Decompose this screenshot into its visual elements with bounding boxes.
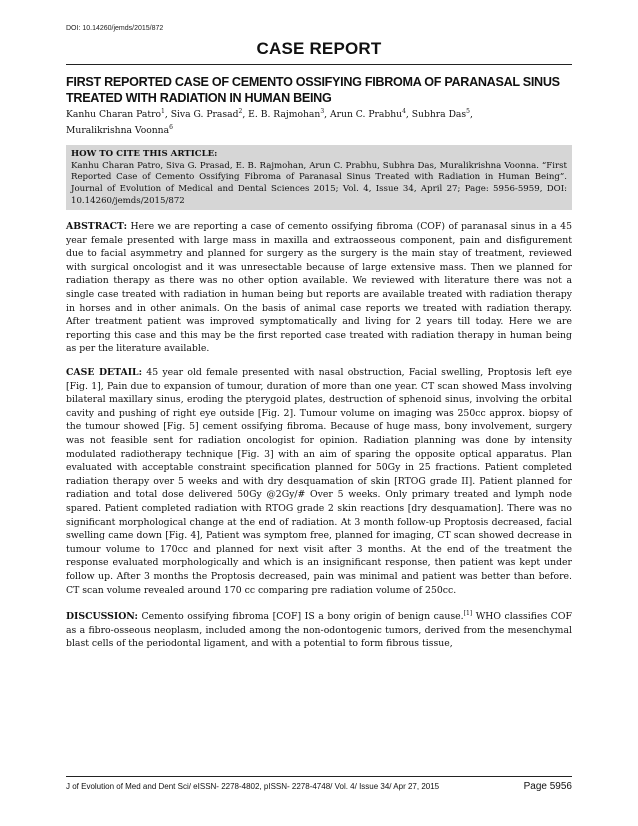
author-name: Muralikrishna Voonna <box>66 124 170 136</box>
page-footer <box>66 781 572 792</box>
author-name: E. B. Rajmohan <box>248 109 321 121</box>
abstract-paragraph <box>66 220 572 356</box>
author-affil: 5 <box>466 108 470 115</box>
article-title: FIRST REPORTED CASE OF CEMENTO OSSIFYING FIBROMA OF PARANASAL SINUS TREATED WITH RADIATION IN HUMAN BEING <box>66 75 560 105</box>
page-number: Page 5956 <box>523 781 572 792</box>
author-name: Arun C. Prabhu <box>330 109 403 121</box>
discussion-text: Cemento ossifying fibroma [COF] IS a bony origin of benign cause. <box>137 611 464 623</box>
abstract-text: Here we are reporting a case of cemento ossifying fibroma (COF) of paranasal sinus in a 45 year female presented with large mass in maxilla and extraosseous component, pain and disfigurement due to facial asymmetry and planned for surgery as the surgery is the main stay of treatment, reviewed with surgical oncologist and it was unresectable because of large extensive mass. Then we planned for radiation therapy as there was no other option available. We reviewed with literature there was not a single case treated with radiation in human being but reports are available treated with radiation therapy in horses and in other animals. On the basis of animal case reports we treated with radiation therapy. After treatment patient was improved symptomatically and living for 2 years till today. Here we are reporting this case and this may be the first reported case treated with radiation therapy in human being as per the literature available. <box>66 221 572 355</box>
header-rule <box>66 64 572 65</box>
abstract-label: ABSTRACT: <box>66 221 128 233</box>
discussion-paragraph <box>66 607 572 651</box>
case-detail-text: 45 year old female presented with nasal obstruction, Facial swelling, Proptosis left eye [Fig. 1], Pain due to expansion of tumour, duration of more than one year. CT scan showed Mass involving bilateral maxillary sinus, eroding the pterygoid plates, destruction of sphenoid sinus, involving the orbital cavity and pushing of right eye outside [Fig. 2]. Tumour volume on imaging was 250cc approx. biopsy of the tumour showed [Fig. 5] cement ossifying fibroma. Because of huge mass, bony involvement, surgery was not feasible sent for radiation oncologist for opinion. Radiation planning was done by intensity modulated radiotherapy technique [Fig. 3] with an aim of sparing the opposite optical apparatus. Plan evaluated with acceptable constraint specification planned for 50Gy in 25 fractions. Patient completed radiation therapy over 5 weeks and with dry desquamation of skin [RTOG grade II]. Patient planned for radiation and total dose delivered 50Gy @2Gy/# Over 5 weeks. Only primary treated and lymph node spared. Patient completed radiation with RTOG grade 2 skin reactions [dry desquamation]. There was no significant morphological change at the end of radiation. At 3 month follow-up Proptosis decreased, facial swelling came down [Fig. 4], Patient was symptom free, planned for imaging, CT scan showed decrease in tumour volume to 170cc and planned for next visit after 3 months. At the end of the treatment the response evaluated morphologically and which is an insignificant response, then patient was kept under follow up. After 3 months the Proptosis decreased, pain was minimal and patient was better than before. CT scan volume revealed around 170 cc comparing pre radiation volume of 250cc. <box>66 367 572 596</box>
author-affil: 3 <box>320 108 325 115</box>
author-affil: 4 <box>402 108 406 115</box>
author-name: Kanhu Charan Patro <box>66 109 162 121</box>
case-detail-label: CASE DETAIL: <box>66 367 143 379</box>
author-affil: 6 <box>169 123 173 131</box>
citation-heading: HOW TO CITE THIS ARTICLE: <box>71 149 218 160</box>
author-list: Kanhu Charan Patro$^1$, Siva G. Prasad$^2$, E. B. Rajmohan$^3$, Arun C. Prabhu$^4$, Subhra Das$^5$, Muralikrishna Voonna$^6$ <box>66 108 473 136</box>
author-affil: 1 <box>161 108 165 115</box>
discussion-label: DISCUSSION: <box>66 611 138 623</box>
author-name: Subhra Das <box>411 109 467 121</box>
footer-journal: J of Evolution of Med and Dent Sci/ eISSN- 2278-4802, pISSN- 2278-4748/ Vol. 4/ Issue 34/ Apr 27, 2015 <box>66 782 440 791</box>
author-name: Siva G. Prasad <box>170 109 239 121</box>
doi-header: DOI: 10.14260/jemds/2015/872 <box>66 25 164 32</box>
citation-box <box>66 145 572 210</box>
citation-reference[interactable]: [1] <box>463 610 473 618</box>
footer-rule <box>66 776 572 777</box>
report-type-heading: CASE REPORT <box>256 39 382 58</box>
author-affil: 2 <box>238 108 243 115</box>
citation-text: Kanhu Charan Patro, Siva G. Prasad, E. B. Rajmohan, Arun C. Prabhu, Subhra Das, Muralikrishna Voonna. “First Reported Case of Cemento Ossifying Fibroma of Paranasal Sinus Treated with Radiation in Human Being”. Journal of Evolution of Medical and Dental Sciences 2015; Vol. 4, Issue 34, April 27; Page: 5956-5959, DOI: 10.14260/jemds/2015/872 <box>71 160 567 206</box>
discussion-text-continued: WHO classifies COF as a fibro-osseous neoplasm, included among the non-odontogenic tumors, derived from the mesenchymal blast cells of the periodontal ligament, and with a potential to form fibrous tissue, <box>66 611 572 650</box>
article-content <box>66 74 572 651</box>
case-detail-paragraph <box>66 366 572 597</box>
